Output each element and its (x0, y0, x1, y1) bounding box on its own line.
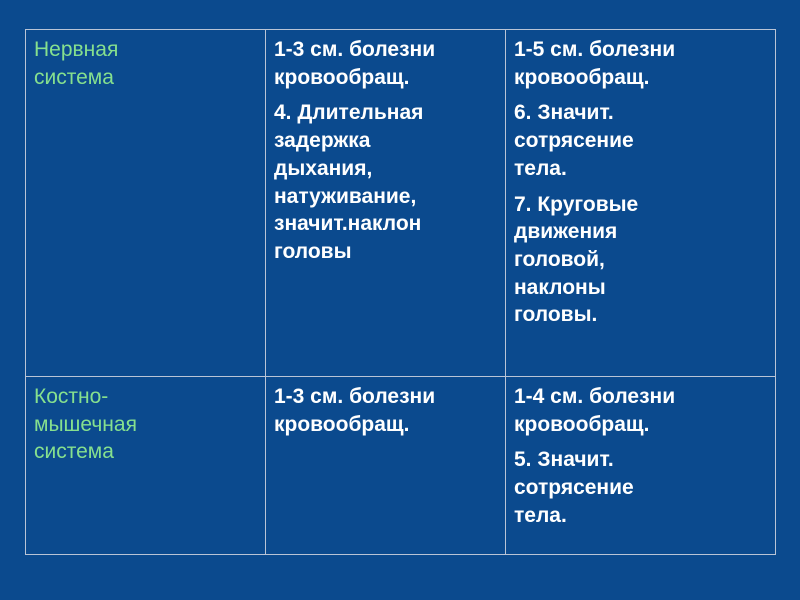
row-label: Костно- мышечная система (34, 385, 137, 464)
cell-paragraph: 5. Значит. сотрясение тела. (514, 448, 634, 527)
comparison-table (25, 29, 776, 555)
table-row-musculoskeletal-system (26, 377, 776, 555)
column-3-cell (506, 30, 776, 377)
cell-paragraph: 1-4 см. болезни кровообращ. (514, 385, 676, 436)
row-label: Нервная система (34, 38, 119, 89)
column-2-cell (266, 377, 506, 555)
table-row-nervous-system (26, 30, 776, 377)
cell-paragraph: 1-3 см. болезни кровообращ. (274, 385, 436, 436)
cell-paragraph: 1-5 см. болезни кровообращ. (514, 38, 676, 89)
row-label-cell (26, 377, 266, 555)
cell-paragraph: 1-3 см. болезни кровообращ. (274, 38, 436, 89)
column-2-cell (266, 30, 506, 377)
cell-paragraph: 6. Значит. сотрясение тела. (514, 101, 634, 180)
row-label-cell (26, 30, 266, 377)
cell-paragraph: 7. Круговые движения головой, наклоны головы. (514, 192, 639, 327)
cell-paragraph: 4. Длительная задержка дыхания, натуживание, значит.наклон головы (274, 101, 424, 264)
column-3-cell (506, 377, 776, 555)
